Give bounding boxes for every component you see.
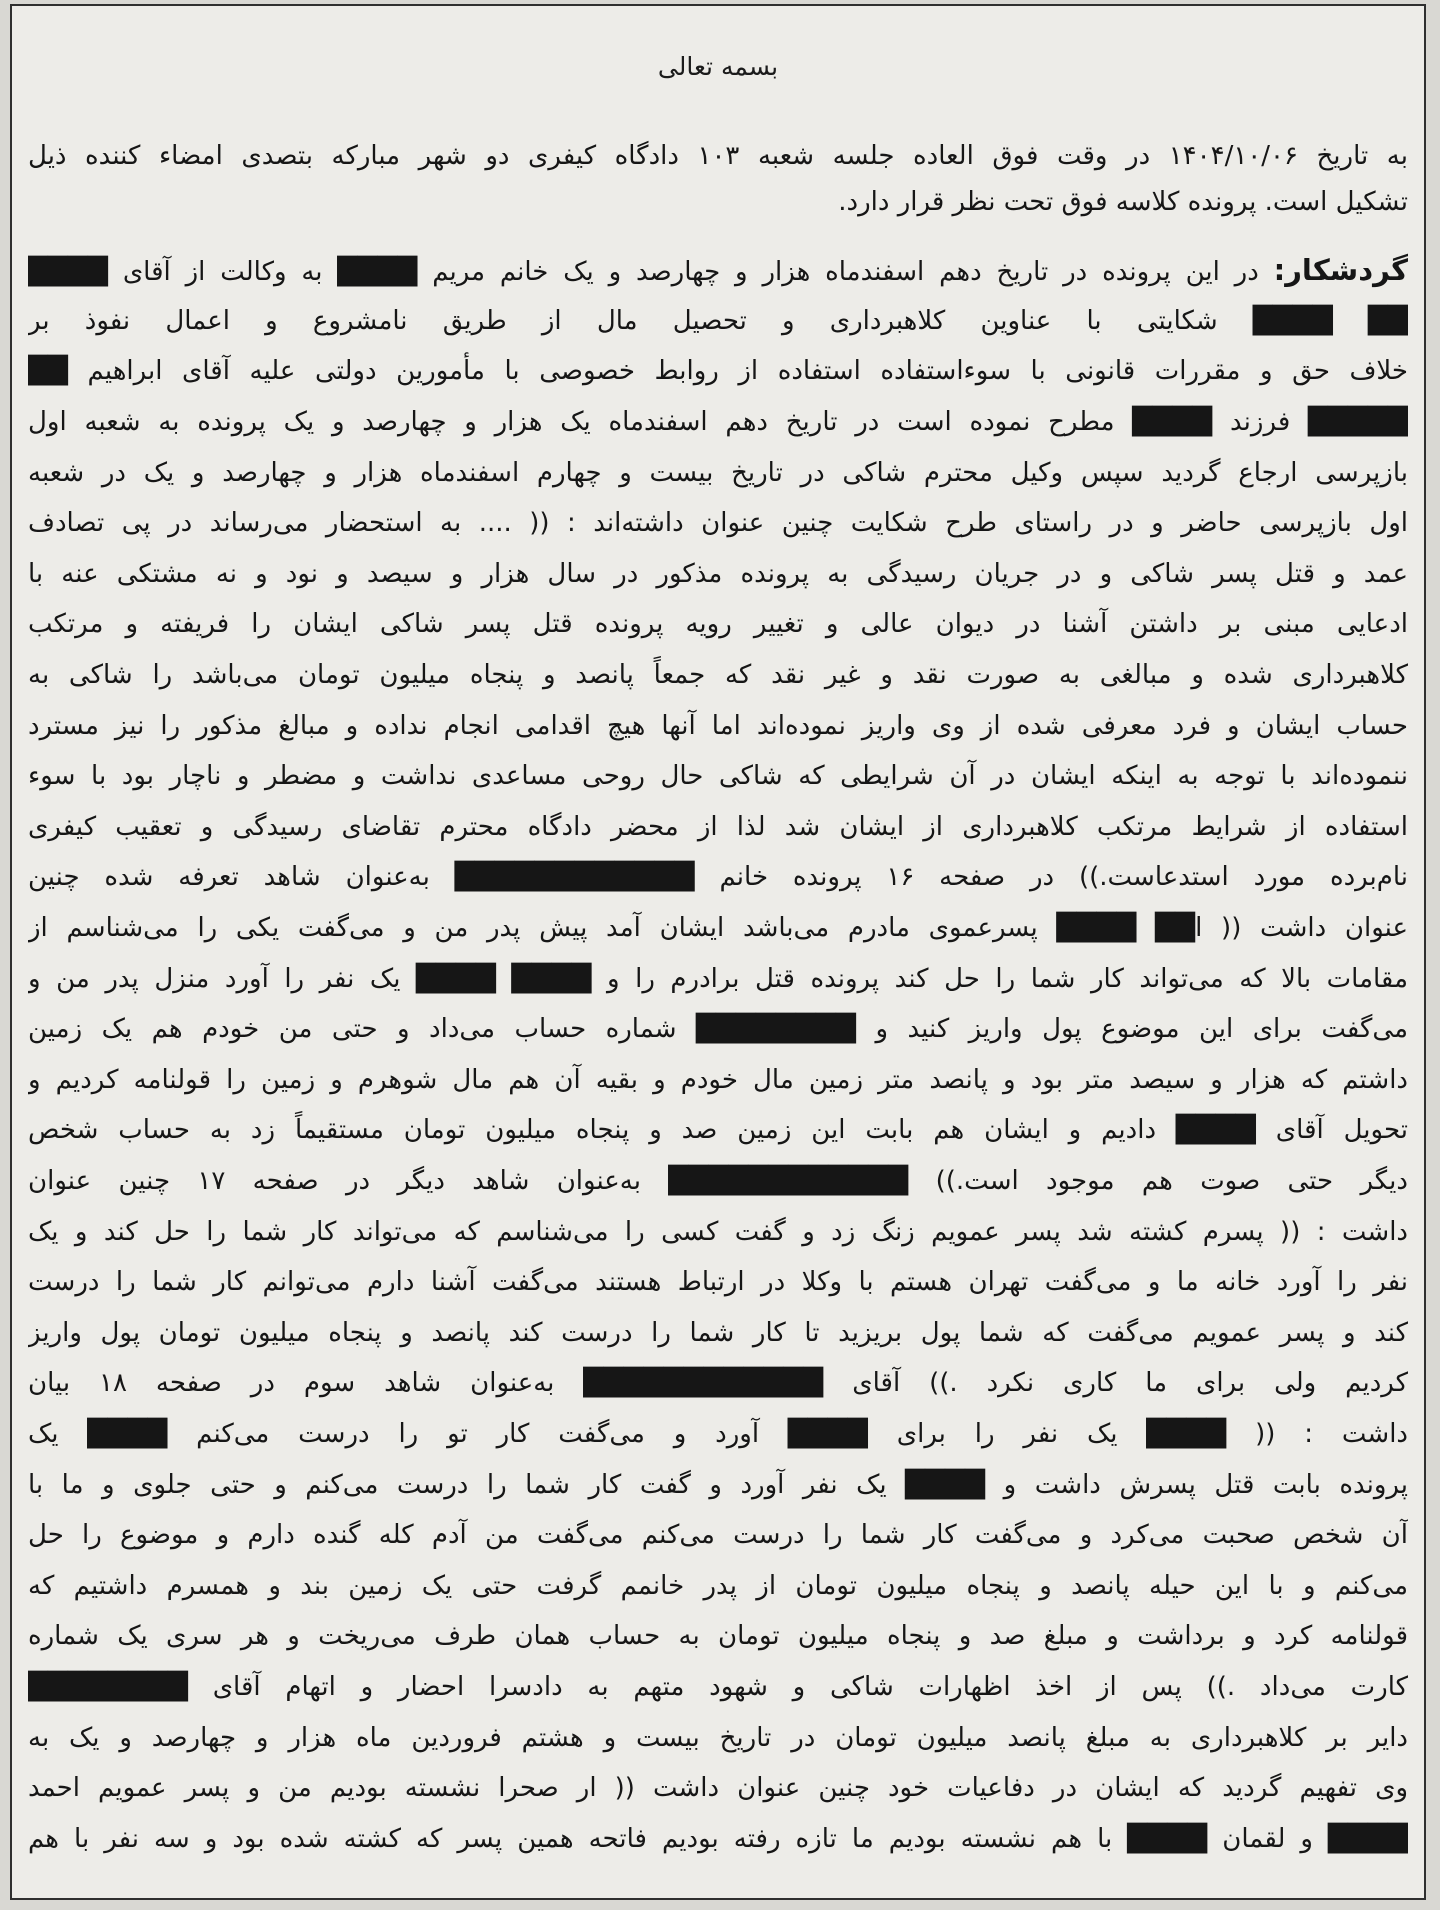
report-line: داشت : (( ████ یک نفر را برای ████ آورد و می‌گفت کار تو را درست می‌کنم ████ یک bbox=[28, 1419, 1408, 1449]
report-line: کند و پسر عمویم می‌گفت که شما پول بریزید تا کار شما را درست کند پانصد و پنجاه میلیون تومان پول واریز bbox=[28, 1318, 1408, 1348]
report-line: دیگر حتی صوت هم موجود است.)) ████████████ به‌عنوان شاهد دیگر در صفحه ۱۷ چنین عنوان bbox=[28, 1166, 1408, 1196]
intro-line: تشکیل است. پرونده کلاسه فوق تحت نظر قرار دارد. bbox=[838, 187, 1408, 217]
report-line: خلاف حق و مقررات قانونی با سوءاستفاده استفاده از روابط خصوصی با مأمورین دولتی علیه آقای ابراهیم ██ bbox=[28, 356, 1408, 386]
report-line: بازپرسی ارجاع گردید سپس وکیل محترم شاکی در تاریخ بیست و چهارم اسفندماه هزار و چهارصد و یک در شعبه bbox=[28, 458, 1408, 488]
report-line: عنوان داشت (( ا██ ████ پسرعموی مادرم می‌باشد ایشان آمد پیش پدر من و می‌گفت یکی را می‌شناسم از bbox=[28, 913, 1408, 943]
report-line: می‌گفت برای این موضوع پول واریز کنید و ████████ شماره حساب می‌داد و حتی من خودم هم یک زمین bbox=[28, 1014, 1408, 1044]
report-line: دایر بر کلاهبرداری به مبلغ پانصد میلیون تومان در تاریخ بیست و هشتم فروردین ماه هزار و چهارصد و یک به bbox=[28, 1723, 1408, 1753]
report-line: کارت می‌داد .)) پس از اخذ اظهارات شاکی و شهود متهم به دادسرا احضار و اتهام آقای ████████ bbox=[28, 1672, 1408, 1702]
report-line: نفر را آورد خانه ما و می‌گفت تهران هستم با وکلا در ارتباط هستند می‌گفت آشنا دارم می‌توانم کار شما را درست bbox=[28, 1267, 1408, 1297]
report-line: ██ ████ شکایتی با عناوین کلاهبرداری و تحصیل مال از طریق نامشروع و اعمال نفوذ بر bbox=[28, 306, 1408, 336]
report-line: آن شخص صحبت می‌کرد و می‌گفت کار شما را درست می‌کنم می‌گفت من آدم کله گنده دارم و موضوع را حل bbox=[28, 1520, 1408, 1550]
report-line: █████ فرزند ████ مطرح نموده است در تاریخ دهم اسفندماه یک هزار و چهارصد و یک پرونده به شعبه اول bbox=[28, 407, 1408, 437]
report-line: داشت : (( پسرم کشته شد پسر عمویم زنگ زد و گفت کسی را می‌شناسم که می‌تواند کار شما را حل کند و یک bbox=[28, 1217, 1408, 1247]
report-line: پرونده بابت قتل پسرش داشت و ████ یک نفر آورد و گفت کار شما را درست می‌کنم و حتی جلوی و ما با bbox=[28, 1470, 1408, 1500]
report-line: تحویل آقای ████ دادیم و ایشان هم بابت این زمین صد و پنجاه میلیون تومان مستقیماً زد به حساب شخص bbox=[28, 1115, 1408, 1145]
report-line: نام‌برده مورد استدعاست.)) در صفحه ۱۶ پرونده خانم ████████████ به‌عنوان شاهد تعرفه شده چنین bbox=[28, 862, 1408, 892]
report-line: ننموده‌اند با توجه به اینکه ایشان در آن شرایطی که شاکی حال روحی مساعدی نداشت و مضطر و ناچار بود با سوء bbox=[28, 761, 1408, 791]
intro-line: به تاریخ ۱۴۰۴/۱۰/۰۶ در وقت فوق العاده جلسه شعبه ۱۰۳ دادگاه کیفری دو شهر مبارکه بتصدی امضاء کننده ذیل bbox=[28, 141, 1408, 171]
report-line: قولنامه کرد و برداشت و مبلغ صد و پنجاه میلیون تومان به حساب همان طرف می‌ریخت و هر سری یک شماره bbox=[28, 1621, 1408, 1651]
report-line: استفاده از شرایط مرتکب کلاهبرداری از ایشان شد لذا از محضر دادگاه محترم تقاضای رسیدگی و تعقیب کیفری bbox=[28, 812, 1408, 842]
report-first-line bbox=[28, 246, 1408, 294]
report-line: اول بازپرسی حاضر و در راستای طرح شکایت چنین عنوان داشته‌اند : (( .... به استحضار می‌رساند در پی تصادف bbox=[28, 508, 1408, 538]
report-first-line-text: در این پرونده در تاریخ دهم اسفندماه هزار و چهارصد و یک خانم مریم ████ به وکالت از آقای ████ bbox=[28, 257, 1259, 287]
report-line: مقامات بالا که می‌تواند کار شما را حل کند پرونده قتل برادرم را و ████ ████ یک نفر را آورد منزل پدر من و bbox=[28, 964, 1408, 994]
document-page bbox=[10, 4, 1426, 1900]
report-line: کردیم ولی برای ما کاری نکرد .)) آقای ████████████ به‌عنوان شاهد سوم در صفحه ۱۸ بیان bbox=[28, 1368, 1408, 1398]
report-line: کلاهبرداری شده و مبالغی به صورت نقد و غیر نقد که جمعاً پانصد و پنجاه میلیون تومان می‌باشد را شاکی به bbox=[28, 660, 1408, 690]
report-line: می‌کنم و با این حیله پانصد و پنجاه میلیون تومان از پدر خانمم گرفت حتی یک زمین بند و همسرم داشتیم که bbox=[28, 1571, 1408, 1601]
report-line: ادعایی مبنی بر داشتن آشنا در دیوان عالی و تغییر رویه پرونده قتل پسر شاکی ایشان را فریفته و مرتکب bbox=[28, 609, 1408, 639]
report-line: وی تفهیم گردید که ایشان در دفاعیات خود چنین عنوان داشت (( ار صحرا نشسته بودیم من و پسر عمویم احمد bbox=[28, 1773, 1408, 1803]
report-label: گردشکار: bbox=[1273, 253, 1408, 287]
report-line: عمد و قتل پسر شاکی و در جریان رسیدگی به پرونده مذکور در سال هزار و سیصد و نود و نه مشتکی عنه با bbox=[28, 559, 1408, 589]
report-line: داشتم که هزار و سیصد متر بود و پانصد متر زمین مال خودم و بقیه آن هم مال شوهرم و زمین را قولنامه کردیم و bbox=[28, 1065, 1408, 1095]
document-heading: بسمه تعالی bbox=[657, 52, 779, 81]
report-line: ████ و لقمان ████ با هم نشسته بودیم ما تازه رفته بودیم فاتحه همین پسر که کشته شده بود و سه نفر با هم bbox=[28, 1824, 1408, 1854]
report-line: حساب ایشان و فرد معرفی شده از وی واریز نموده‌اند اما آنها هیچ اقدامی انجام نداده و مبالغ مذکور را نیز مسترد bbox=[28, 711, 1408, 741]
